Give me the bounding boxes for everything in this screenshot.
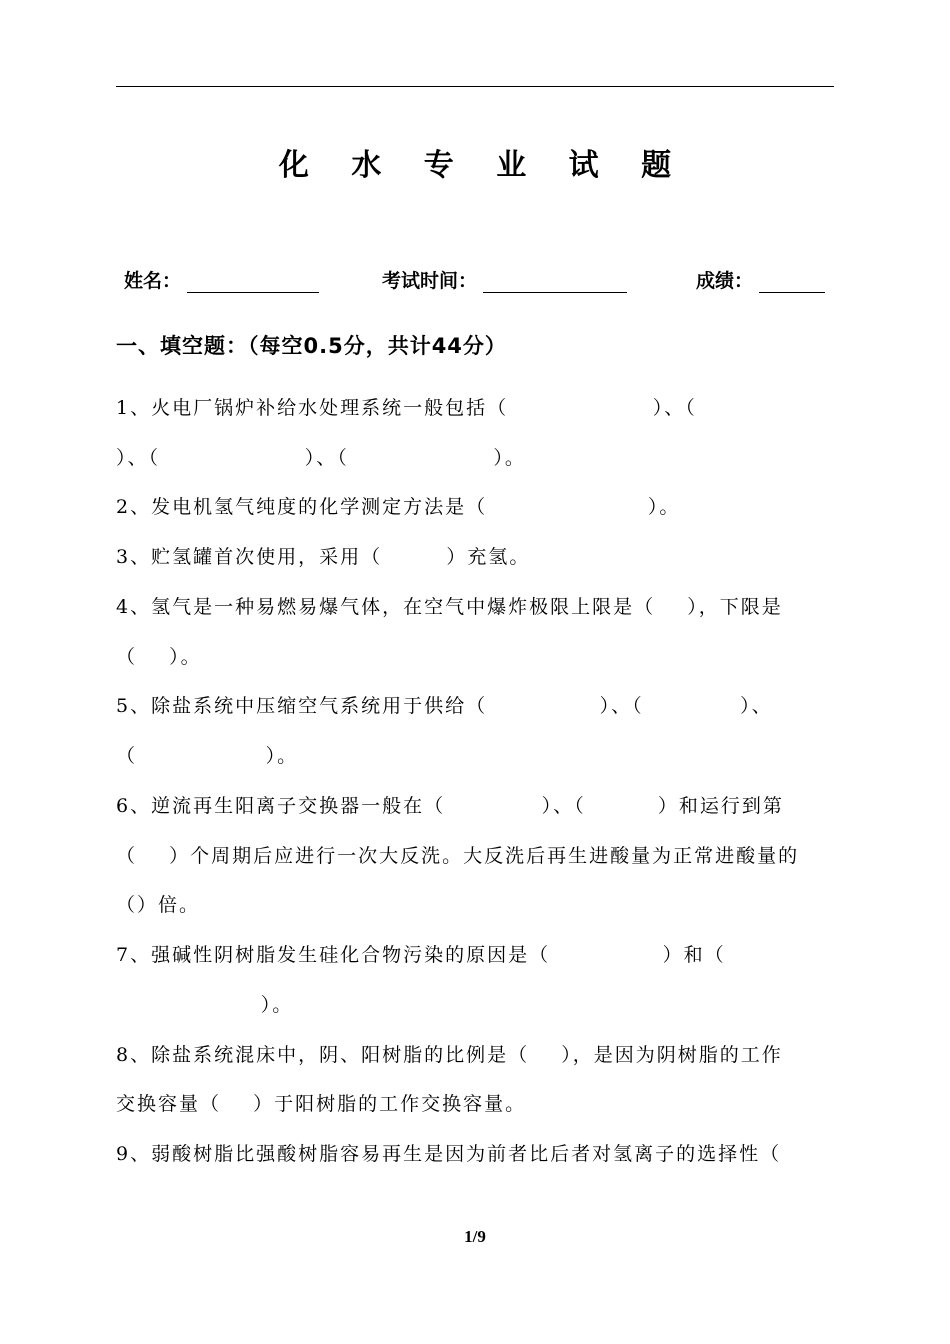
- name-blank: [187, 270, 319, 293]
- page-number: 1/9: [464, 1227, 486, 1246]
- score-label: 成绩：: [696, 270, 754, 292]
- question-line: 5、除盐系统中压缩空气系统用于供给（ ）、（ ）、: [116, 695, 773, 717]
- exam-time-blank: [483, 270, 627, 293]
- score-blank: [759, 270, 825, 293]
- question-line: 2、发电机氢气纯度的化学测定方法是（ ）。: [116, 496, 681, 518]
- question-line: 4、氢气是一种易燃易爆气体，在空气中爆炸极限上限是（ ），下限是: [116, 596, 783, 618]
- question-line: 交换容量（ ）于阳树脂的工作交换容量。: [116, 1093, 527, 1115]
- question-line: 8、除盐系统混床中，阴、阳树脂的比例是（ ），是因为阴树脂的工作: [116, 1044, 783, 1066]
- question-line: ）、（ ）、（ ）。: [116, 447, 526, 469]
- score-field: [696, 266, 825, 296]
- page-title: 化 水 专 业 试 题: [278, 148, 688, 183]
- question-line: （ ）个周期后应进行一次大反洗。大反洗后再生进酸量为正常进酸量的: [116, 845, 800, 867]
- name-field: [124, 266, 319, 296]
- question-line: 1、火电厂锅炉补给水处理系统一般包括（ ）、（: [116, 397, 697, 419]
- question-line: 9、弱酸树脂比强酸树脂容易再生是因为前者比后者对氢离子的选择性（: [116, 1143, 782, 1165]
- question-line: ）。: [116, 994, 294, 1016]
- section-heading: 一、填空题：（每空0.5分，共计44分）: [116, 334, 507, 358]
- exam-time-field: [382, 266, 627, 296]
- exam-time-label: 考试时间：: [382, 270, 478, 292]
- header-rule: [116, 86, 834, 87]
- name-label: 姓名：: [124, 270, 182, 292]
- question-line: （）倍。: [116, 894, 201, 916]
- question-line: 3、贮氢罐首次使用，采用（ ）充氢。: [116, 546, 531, 568]
- question-line: （ ）。: [116, 646, 202, 668]
- question-line: 6、逆流再生阳离子交换器一般在（ ）、（ ）和运行到第: [116, 795, 784, 817]
- question-line: 7、强碱性阴树脂发生硅化合物污染的原因是（ ）和（: [116, 944, 726, 966]
- question-line: （ ）。: [116, 745, 299, 767]
